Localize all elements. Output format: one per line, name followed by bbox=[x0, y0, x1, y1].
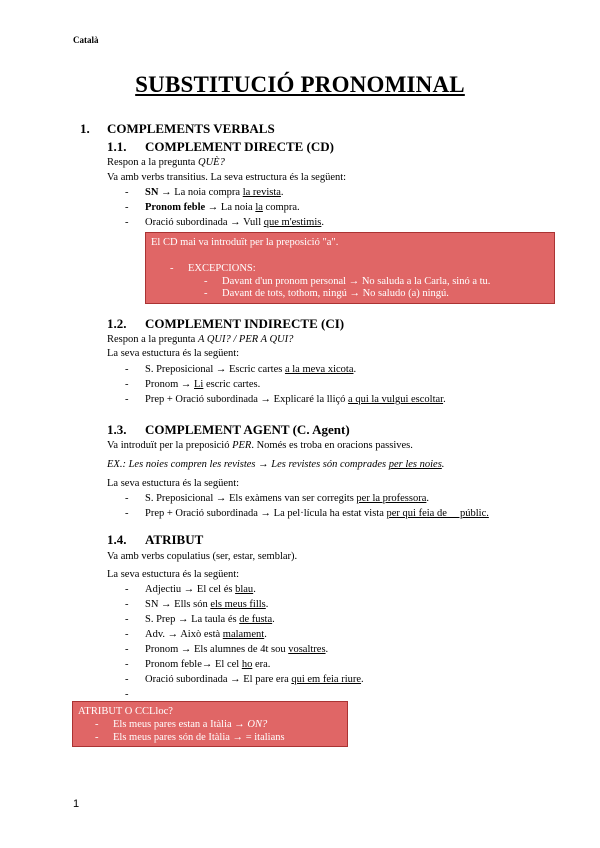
item-end: . bbox=[361, 674, 364, 685]
exception-text: Davant de tots, tothom, ningú → No saludo (a) ningú. bbox=[222, 288, 449, 299]
item-text: → La noia bbox=[205, 202, 256, 213]
item-end: . bbox=[265, 599, 269, 610]
list-item: - SN → La noia compra la revista. bbox=[125, 187, 284, 198]
cd-note-box bbox=[145, 232, 555, 304]
list-item: - Oració subordinada → Vull que m'estimis. bbox=[125, 217, 324, 228]
exception-text: Davant d'un pronom personal → No saluda a la Carla, sinó a tu. bbox=[222, 276, 491, 287]
item-example: qui em feia riure bbox=[291, 674, 362, 685]
ca-example-agent: per les noies bbox=[388, 459, 442, 470]
item-end: . bbox=[253, 584, 256, 595]
item-end: era. bbox=[252, 659, 271, 670]
ci-title: COMPLEMENT INDIRECTE (CI) bbox=[145, 316, 345, 331]
item-example: malament bbox=[222, 629, 265, 640]
item-example: per qui feia de públic. bbox=[386, 508, 489, 519]
ca-intro-text: Va introduït per la preposició bbox=[107, 440, 233, 451]
item-end: compra. bbox=[262, 202, 300, 213]
ci-intro-text: Respon a la pregunta bbox=[107, 334, 198, 345]
atr-box-text: Els meus pares són de Itàlia → bbox=[113, 732, 246, 743]
list-item: - Adjectiu → El cel és blau. bbox=[125, 584, 256, 595]
item-text: S. Preposicional → Escric cartes bbox=[145, 364, 285, 375]
list-item: - Oració subordinada → El pare era qui em feia riure. bbox=[125, 674, 364, 685]
item-example: a la meva xicota bbox=[284, 364, 354, 375]
ca-number: 1.3. bbox=[107, 422, 127, 437]
item-example: a qui la vulgui escoltar bbox=[348, 394, 444, 405]
ca-title: COMPLEMENT AGENT (C. Agent) bbox=[145, 422, 350, 437]
item-end: . bbox=[325, 644, 329, 655]
item-end: . bbox=[280, 187, 284, 198]
section-number: 1. bbox=[80, 121, 90, 136]
list-item: - SN → Ells són els meus fills. bbox=[125, 599, 269, 610]
ca-structure: La seva estuctura és la següent: bbox=[107, 478, 240, 489]
section-title: COMPLEMENTS VERBALS bbox=[107, 121, 275, 136]
atr-structure: La seva estuctura és la següent: bbox=[107, 569, 240, 580]
atr-copulative: Va amb verbs copulatius (ser, estar, semblar). bbox=[107, 551, 298, 562]
atr-box-item: - Els meus pares estan a Itàlia → ON? bbox=[95, 719, 268, 730]
page-title: SUBSTITUCIÓ PRONOMINAL bbox=[135, 72, 465, 97]
atr-box-em: = italians bbox=[245, 732, 285, 743]
item-example: que m'estimis bbox=[263, 217, 322, 228]
item-end: . bbox=[264, 629, 267, 640]
header-subject: Català bbox=[73, 35, 99, 45]
ci-number: 1.2. bbox=[107, 316, 127, 331]
item-example: ho bbox=[241, 659, 253, 670]
item-example: vosaltres bbox=[288, 644, 326, 655]
list-item: - Prep + Oració subordinada → La pel·lícula ha estat vista per qui feia de públic. bbox=[125, 508, 489, 519]
item-end: . bbox=[353, 364, 357, 375]
item-text: S. Preposicional → Els exàmens van ser corregits bbox=[145, 493, 357, 504]
item-example: de fusta bbox=[239, 614, 273, 625]
item-label: SN bbox=[145, 187, 159, 198]
item-text: Prep + Oració subordinada → Explicaré la lliçó bbox=[145, 394, 349, 405]
item-text: SN → Ells són bbox=[145, 599, 211, 610]
atr-title: ATRIBUT bbox=[145, 532, 204, 547]
exceptions-title-text: EXCEPCIONS: bbox=[188, 263, 256, 274]
item-text: Prep + Oració subordinada → La pel·lícula ha estat vista bbox=[145, 508, 387, 519]
item-text: Pronom → Els alumnes de 4t sou bbox=[145, 644, 289, 655]
list-item: - Pronom → Els alumnes de 4t sou vosaltres. bbox=[125, 644, 329, 655]
item-text: → Vull bbox=[227, 217, 264, 228]
ci-intro-question: A QUI? / PER A QUI? bbox=[197, 334, 294, 345]
item-text: → La noia compra bbox=[158, 187, 243, 198]
item-example: blau bbox=[235, 584, 254, 595]
item-end: . bbox=[272, 614, 275, 625]
atr-box-em: ON? bbox=[247, 719, 268, 730]
cd-note: El CD mai va introduït per la preposició "a". bbox=[151, 237, 339, 248]
exception-item: - Davant de tots, tothom, ningú → No saludo (a) ningú. bbox=[204, 288, 449, 299]
list-item: - S. Preposicional → Escric cartes a la meva xicota. bbox=[125, 364, 357, 375]
atr-box-title: ATRIBUT O CCLloc? bbox=[78, 706, 173, 717]
item-end: . bbox=[443, 394, 446, 405]
item-end: . bbox=[321, 217, 324, 228]
item-example: la bbox=[255, 202, 263, 213]
cd-intro-question: QUÈ? bbox=[197, 157, 225, 168]
cd-title: COMPLEMENT DIRECTE (CD) bbox=[145, 139, 334, 154]
list-item: - Prep + Oració subordinada → Explicaré la lliçó a qui la vulgui escoltar. bbox=[125, 394, 446, 405]
item-label: Pronom feble bbox=[145, 202, 206, 213]
cd-transitive: Va amb verbs transitius. La seva estructura és la següent: bbox=[107, 172, 347, 183]
list-item: - Pronom feble → La noia la compra. bbox=[125, 202, 300, 213]
item-end: escric cartes. bbox=[203, 379, 261, 390]
exceptions-title: - EXCEPCIONS: bbox=[170, 263, 256, 274]
list-item-empty: - bbox=[125, 689, 129, 700]
ci-structure: La seva estuctura és la següent: bbox=[107, 348, 240, 359]
ca-example-end: . bbox=[441, 459, 445, 470]
ca-example-text: EX.: Les noies compren les revistes → Les revistes són comprades bbox=[107, 459, 389, 470]
item-text: Adjectiu → El cel és bbox=[145, 584, 236, 595]
item-text: Pronom feble→ El cel bbox=[145, 659, 242, 670]
atr-box-item: - Els meus pares són de Itàlia → = italians bbox=[95, 732, 285, 743]
exception-item: - Davant d'un pronom personal → No saluda a la Carla, sinó a tu. bbox=[204, 276, 491, 287]
atr-note-box bbox=[72, 701, 348, 747]
item-text: Adv. → Això està bbox=[145, 629, 223, 640]
item-text: Pronom → bbox=[145, 379, 195, 390]
list-item: - S. Prep → La taula és de fusta. bbox=[125, 614, 275, 625]
item-text: Oració subordinada → El pare era bbox=[145, 674, 292, 685]
ca-example bbox=[107, 459, 444, 470]
list-item: - Adv. → Això està malament. bbox=[125, 629, 267, 640]
atr-box-text: Els meus pares estan a Itàlia → bbox=[113, 719, 248, 730]
ci-intro bbox=[107, 334, 293, 345]
item-text: S. Prep → La taula és bbox=[145, 614, 240, 625]
ca-intro bbox=[107, 440, 413, 451]
cd-number: 1.1. bbox=[107, 139, 127, 154]
cd-intro bbox=[107, 157, 225, 168]
item-example: per la professora bbox=[356, 493, 427, 504]
item-end: . bbox=[426, 493, 430, 504]
list-item: - S. Preposicional → Els exàmens van ser corregits per la professora. bbox=[125, 493, 430, 504]
page-number: 1 bbox=[73, 798, 80, 810]
item-example: Li bbox=[194, 379, 204, 390]
item-example: la revista bbox=[242, 187, 281, 198]
ca-intro-post: . Només es troba en oracions passives. bbox=[251, 440, 413, 451]
item-label: Oració subordinada bbox=[145, 217, 228, 228]
list-item: - Pronom feble→ El cel ho era. bbox=[125, 659, 271, 670]
ca-intro-prep: PER bbox=[232, 440, 252, 451]
list-item: - Pronom → Li escric cartes. bbox=[125, 379, 261, 390]
atr-number: 1.4. bbox=[107, 532, 127, 547]
item-example: els meus fills bbox=[210, 599, 266, 610]
cd-intro-text: Respon a la pregunta bbox=[107, 157, 198, 168]
